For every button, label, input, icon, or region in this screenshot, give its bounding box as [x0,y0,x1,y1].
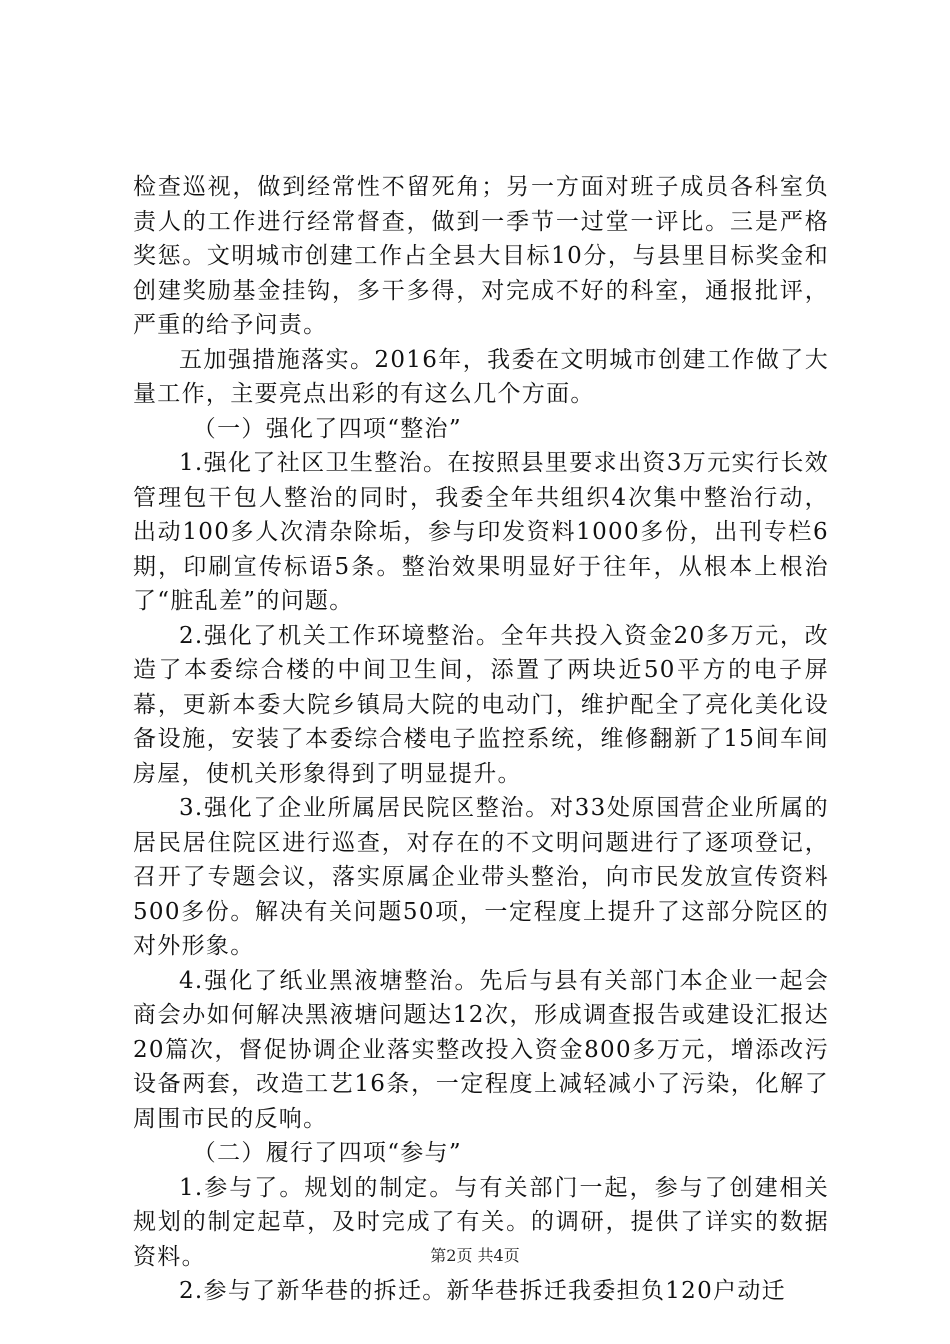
paragraph-section-five: 五加强措施落实。2016年，我委在文明城市创建工作做了大量工作，主要亮点出彩的有这么几个方面。 [133,346,829,407]
paragraph-item-4: 4.强化了纸业黑液塘整治。先后与县有关部门本企业一起会商会办如何解决黑液塘问题达12次，形成调查报告或建设汇报达20篇次，督促协调企业落实整改投入资金800多万元，增添改污设备两套，改造工艺16条，一定程度上减轻减小了污染，化解了周围市民的反响。 [133,967,829,1132]
subheading-participation: （二）履行了四项“参与” [192,1140,462,1166]
subheading-rectification: （一）强化了四项“整治” [192,415,462,442]
document-body [133,170,829,1309]
paragraph-item-3: 3.强化了企业所属居民院区整治。对33处原国营企业所属的居民居住院区进行巡查，对存在的不文明问题进行了逐项登记，召开了专题会议，落实原属企业带头整治，向市民发放宣传资料500多份。解决有关问题50项，一定程度上提升了这部分院区的对外形象。 [133,795,829,959]
paragraph-participation-2: 2.参与了新华巷的拆迁。新华巷拆迁我委担负120户动迁 [179,1278,786,1304]
page-footer: 第2页 共4页 [430,1246,520,1265]
paragraph-item-1: 1.强化了社区卫生整治。在按照县里要求出资3万元实行长效管理包干包人整治的同时，我委全年共组织4次集中整治行动，出动100多人次清杂除垢，参与印发资料1000多份，出刊专栏6期，印刷宣传标语5条。整治效果明显好于往年，从根本上根治了“脏乱差”的问题。 [133,450,829,614]
paragraph-item-2: 2.强化了机关工作环境整治。全年共投入资金20多万元，改造了本委综合楼的中间卫生间，添置了两块近50平方的电子屏幕，更新本委大院乡镇局大院的电动门，维护配全了亮化美化设备设施，安装了本委综合楼电子监控系统，维修翻新了15间车间房屋，使机关形象得到了明显提升。 [133,622,829,787]
paragraph-participation-1: 1.参与了。规划的制定。与有关部门一起，参与了创建相关规划的制定起草，及时完成了有关。的调研，提供了详实的数据资料。 [133,1174,829,1270]
paragraph-continuation: 检查巡视，做到经常性不留死角；另一方面对班子成员各科室负责人的工作进行经常督查，做到一季节一过堂一评比。三是严格奖惩。文明城市创建工作占全县大目标10分，与县里目标奖金和创建奖励基金挂钩，多干多得，对完成不好的科室，通报批评，严重的给予问责。 [133,174,829,338]
